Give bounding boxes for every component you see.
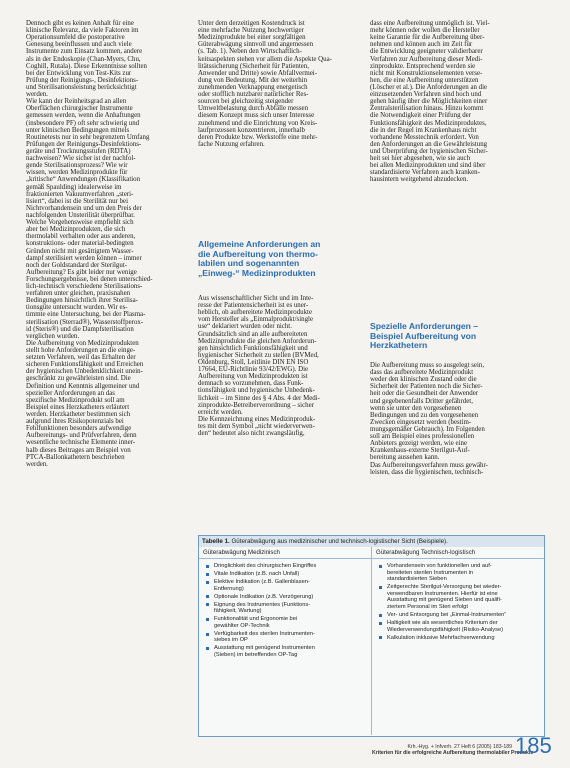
- body-text-line: noch der Goldstandard der Sterilgut-: [26, 261, 128, 269]
- body-text-line: deren Produkte bzw. Werkstoffe eine mehr-: [198, 133, 318, 141]
- body-text-line: spezifische Medizinprodukt soll am: [26, 396, 125, 404]
- body-text-line: aufgrund ihres Risikopotenzials bei: [26, 418, 124, 426]
- body-text-line: Dennoch gibt es keinen Anhalt für eine: [26, 20, 134, 27]
- body-text-line: zinprodukte-Betreiberverordnung – sicher: [198, 401, 314, 409]
- body-text-line: Verfahren zur Aufbereitung dieser Medi-: [370, 55, 483, 63]
- table-bullet-item: [378, 635, 540, 642]
- body-text-line: resse der Patientensicherheit ist es uner-: [198, 302, 309, 310]
- table-bullet-text: Funktionalität und Ergonomie bei: [214, 616, 298, 623]
- text-column-2-bottom: [198, 295, 362, 437]
- table-column-medizinisch: [199, 559, 371, 735]
- body-text-line: verfahren unter gleichen, praxisnahen: [26, 290, 131, 298]
- body-text-line: Anbieters gezeigt werden, wie eine: [370, 440, 468, 448]
- body-text-line: werden.: [26, 91, 49, 99]
- table-bullet-item: [205, 563, 367, 570]
- body-text-line: Aus wissenschaftlicher Sicht und im Inte-: [198, 295, 314, 302]
- body-text-line: spezieller Anforderungen an das: [26, 389, 115, 397]
- table-bullet-text: Dringlichkeit des chirurgischen Eingriffes: [214, 563, 317, 569]
- body-text-line: und gegebenenfalls Dritter gefährdet,: [370, 397, 473, 405]
- text-column-3-top: [370, 20, 534, 184]
- body-text-line: nachfolgenden Unsterilität überprüfbar.: [26, 211, 135, 219]
- body-text-line: heblich, ob aufbereitete Medizinprodukte: [198, 309, 313, 317]
- heading-line: „Einweg-“ Medizinprodukten: [198, 267, 316, 278]
- body-text-line: keitsaspekten stehen vor allem die Aspekte Qua-: [198, 55, 332, 63]
- body-text-line: heit oder die Gesundheit der Anwender: [370, 390, 479, 398]
- body-text-line: dung von Bedeutung. Mit der weiterhin: [198, 76, 308, 84]
- page-number: 185: [515, 733, 552, 758]
- body-text-line: Güterabwägung sinnvoll und angemessen: [198, 41, 314, 49]
- heading-line: labilen und sogenannten: [198, 258, 300, 269]
- body-text-line: Funktionsfähigkeit des Medizinproduktes,: [370, 119, 487, 127]
- table-bullet-text: Haltigkeit wie als wesentliches Kriterium der: [387, 619, 498, 626]
- table-bullet-text: verwendbaren Instrumenten. Hierfür ist eine: [387, 590, 498, 597]
- body-text-line: Sicherheit der Patienten noch die Sicher-: [370, 383, 483, 391]
- body-text-line: Prüfungen der Reinigungs-Desinfektions-: [26, 140, 142, 148]
- table-bullet-item: [205, 616, 367, 629]
- body-text-line: eine mehrfache Nutzung hochwertiger: [198, 27, 304, 35]
- body-text-line: 17664, EU-Richtlinie 93/42/EWG). Die: [198, 366, 309, 374]
- body-text-line: demnach so vorzunehmen, dass Funk-: [198, 380, 304, 388]
- body-text-line: die Entwicklung geeigneter validierbarer: [370, 48, 483, 56]
- body-text-line: lichkeit – im Sinne des § 4 Abs. 4 der Medi-: [198, 394, 320, 402]
- body-text-line: als in der Endoskopie (Chan-Myers, Chu,: [26, 55, 141, 63]
- body-text-line: tionsgüte untersucht wurden. Wir es-: [26, 304, 128, 312]
- body-text-line: halb dieses Beitrages am Beispiel von: [26, 446, 131, 454]
- body-text-line: Grundsätzlich sind an alle aufbereiteten: [198, 330, 308, 338]
- table-bullet-item: [205, 579, 367, 592]
- body-text-line: Unter dem derzeitigen Kostendruck ist: [198, 20, 305, 27]
- body-text-line: lich-technisch verschiedene Sterilisations-: [26, 283, 143, 291]
- table-bullet-text: Ausstattung mit genügend Instrumenten: [214, 645, 315, 652]
- body-text-line: mehr können oder wollen die Hersteller: [370, 27, 480, 35]
- body-text-line: Oberflächen chirurgischer Instrumente: [26, 105, 133, 113]
- table-bullet-item: [205, 571, 367, 578]
- table-bullet-text: Elektive Indikation (z.B. Gallenblasen-: [214, 578, 310, 585]
- body-text-line: dass eine Aufbereitung unmöglich ist. Viel-: [370, 20, 490, 27]
- table-bullet-text: fähigkeit, Wartung): [214, 608, 262, 615]
- table-bullet-item: [378, 584, 540, 610]
- body-text-line: vom Hersteller als „Einmalprodukt/single: [198, 316, 314, 324]
- body-text-line: bereitung aussehen kann.: [370, 454, 440, 462]
- body-text-line: oder stofflich nutzbarer natürlicher Res-: [198, 91, 309, 99]
- body-text-line: dass das aufbereitete Medizinprodukt: [370, 369, 474, 377]
- body-text-line: fraktionierten Vakuumverfahren „steri-: [26, 190, 134, 198]
- body-text-line: use“ deklariert wurden oder nicht.: [198, 323, 292, 331]
- body-text-line: (Löscher et al.). Die Anforderungen an die: [370, 83, 488, 91]
- body-text-line: Gründen nicht mit gesättigtem Wasser-: [26, 247, 134, 255]
- body-text-line: wesentliche technische Elemente inner-: [26, 439, 136, 447]
- body-text-line: Aufbereitung? Es gibt leider nur wenige: [26, 268, 137, 276]
- body-text-line: wissen, werden Medizinprodukte für: [26, 169, 128, 177]
- table-bullet-text: Optionale Indikation (z.B. Verzögerung): [214, 593, 314, 600]
- body-text-line: thermolabil verhalten oder aus anderen,: [26, 233, 136, 241]
- body-text-line: werden.: [26, 460, 49, 468]
- body-text-line: Die Kennzeichnung eines Medizinproduk-: [198, 415, 316, 423]
- body-text-line: Beispiel eines Herzkatheters erläutert: [26, 403, 130, 411]
- table-bullet-text: Zeitgerechte Sterilgut-Versorgung bei wieder-: [387, 584, 502, 591]
- table-column-technisch: [371, 559, 544, 735]
- body-text-line: den“ bedeutet also nicht zwangsläufig,: [198, 430, 305, 438]
- body-text-line: Routinetests nur in sehr begrenztem Umfang: [26, 133, 150, 141]
- body-text-line: die in der Regel im Krankenhaus nicht: [370, 126, 477, 134]
- body-text-line: sicheren Funktionsfähigkeit und Erreichen: [26, 361, 144, 369]
- body-text-line: klinische Relevanz, da viele Faktoren im: [26, 27, 139, 35]
- body-text-line: standardisierte Verfahren auch kranken-: [370, 169, 480, 177]
- body-text-line: stellt hohe Anforderungen an die einge-: [26, 347, 136, 355]
- body-text-line: Coghill, Rutala). Diese Erkenntnisse sollten: [26, 62, 147, 70]
- body-text-line: keine Garantie für die Aufbereitung über-: [370, 34, 485, 42]
- table-bullet-text: Vorhandensein von funktionellen und auf-: [387, 563, 492, 569]
- body-text-line: mungsgemäßer Gebrauch). Im Folgenden: [370, 425, 485, 433]
- body-text-line: den Anforderungen an die Gewährleistung: [370, 140, 488, 148]
- body-text-line: Umweltbelastung durch Abfälle messen: [198, 105, 309, 113]
- body-text-line: Zwecken eingesetzt werden (bestim-: [370, 418, 472, 426]
- table-bullet-text: Entfernung): [214, 585, 244, 592]
- table-caption-text: Güterabwägung aus medizinischer und technisch-logistischer Sicht (Beispiele).: [229, 538, 448, 545]
- table-bullet-item: [205, 602, 367, 615]
- body-text-line: nehmen und können auch im Zeit für: [370, 41, 473, 49]
- body-text-line: bei der Entwicklung von Test-Kits zur: [26, 69, 132, 77]
- body-text-line: Das Aufbereitungsverfahren muss gewähr-: [370, 461, 488, 469]
- heading-line: Beispiel Aufbereitung von: [370, 330, 477, 341]
- body-text-line: gemäß Spaulding) idealerweise im: [26, 183, 122, 191]
- body-text-line: fache Nutzung erfahren.: [198, 140, 265, 148]
- table-bullet-text: Ver- und Entsorgung bei „Einmal-Instrumenten“: [387, 611, 507, 618]
- body-text-line: Definition und Kenntnis allgemeiner und: [26, 382, 140, 390]
- body-text-line: geschränkt zu gewährleisten sind. Die: [26, 375, 131, 383]
- body-text-line: litätssicherung (Sicherheit für Patienten,: [198, 62, 309, 70]
- text-column-1: [26, 20, 190, 468]
- body-text-line: „kritische“ Anwendungen (Klassifikation: [26, 176, 141, 184]
- body-text-line: werden. Herzkatheter bestimmen sich: [26, 411, 131, 419]
- body-text-line: tes mit dem Symbol „nicht wiederverwen-: [198, 422, 315, 430]
- body-text-line: Aufbereitungs- und Prüfverfahren, denn: [26, 432, 137, 440]
- body-text-line: gende Sterilisationsprozess? Wie wir: [26, 162, 128, 170]
- body-text-line: gemessen werden, wenn die Anhaftungen: [26, 112, 141, 120]
- body-text-line: Welche Vorgehensweise empfiehlt sich: [26, 219, 134, 227]
- body-text-line: Die Aufbereitung muss so ausgelegt sein,: [370, 362, 485, 369]
- body-text-line: id (Steris®) und die Dampfsterilisation: [26, 325, 134, 333]
- heading-line: die Aufbereitung von thermo-: [198, 248, 318, 259]
- table-bullet-item: [378, 620, 540, 633]
- body-text-line: nachweisen? Wie sicher ist der nachfol-: [26, 155, 136, 163]
- running-footer: [372, 744, 534, 757]
- table-header-row: [199, 547, 544, 559]
- body-text-line: setzten Verfahren, weil das Erhalten der: [26, 354, 136, 362]
- body-text-line: Bedingungen hinsichtlich ihrer Sterilisa-: [26, 297, 138, 305]
- heading-line: Allgemeine Anforderungen an: [198, 239, 321, 249]
- body-text-line: geräte und Trocknungsstufen (RDTA): [26, 147, 131, 155]
- text-column-3-bottom: [370, 362, 534, 476]
- section-heading-allgemeine-anforderungen: [198, 240, 366, 278]
- body-text-line: der hygienischen Unbedenklichkeit unein-: [26, 368, 143, 376]
- body-text-line: Medizinprodukte die gleichen Anforderun-: [198, 337, 317, 345]
- body-text-line: Bedingungen und zu den vorgesehenen: [370, 411, 479, 419]
- body-text-line: zunehmend und die Einrichtung von Kreis-: [198, 119, 318, 127]
- table-bullet-text: siebes im OP: [214, 637, 248, 644]
- heading-line: Spezielle Anforderungen –: [370, 321, 479, 331]
- table-header-medizinisch: Güterabwägung Medizinisch: [203, 549, 280, 556]
- table-bullet-text: Kalkulation inklusive Mehrfachverwendung: [387, 634, 495, 641]
- body-text-line: diesem Konzept muss sich unser Interesse: [198, 112, 315, 120]
- table-bullet-item: [378, 563, 540, 583]
- body-text-line: Fehlfunktionen besonders aufwendige: [26, 425, 132, 433]
- body-text-line: gehen häufig über die Möglichkeiten einer: [370, 98, 488, 106]
- body-text-line: Wie kann der Reinheitsgrad an allen: [26, 98, 127, 106]
- body-text-line: laufprozessen konzentrieren, innerhalb: [198, 126, 305, 134]
- body-text-line: konstruktions- oder material-bedingten: [26, 240, 134, 248]
- table-bullet-item: [205, 645, 367, 658]
- body-text-line: (s. Tab. 1). Neben den Wirtschaftlich-: [198, 48, 302, 56]
- body-text-line: Forschungsergebnisse, bei denen unterschied-: [26, 275, 153, 283]
- body-text-line: weder den klinischen Zustand oder die: [370, 376, 477, 384]
- table-bullet-item: [378, 612, 540, 619]
- table-bullet-text: bereiteten sterilen Instrumenten in: [387, 569, 473, 576]
- table-bullet-text: Eignung des Instrumentes (Funktions-: [214, 601, 311, 608]
- body-text-line: erreicht werden.: [198, 408, 243, 416]
- table-caption: [199, 536, 544, 547]
- body-text-line: gen hinsichtlich Funktionsfähigkeit und: [198, 344, 308, 352]
- body-text-line: Instrumente zum Einsatz kommen, andere: [26, 48, 143, 56]
- body-text-line: Oldenburg, Stoll, Leitlinie DIN EN ISO: [198, 358, 309, 366]
- body-text-line: einzusetzenden Verfahren sind hoch und: [370, 91, 482, 99]
- body-text-line: soll am Beispiel eines professionellen: [370, 433, 475, 441]
- body-text-line: die Notwendigkeit einer Prüfung der: [370, 112, 472, 120]
- table-bullet-text: standardisierten Sieben: [387, 576, 447, 583]
- body-text-line: Anwender und Dritte) sowie Abfallvermei-: [198, 69, 318, 77]
- table-bullet-text: ziertem Personal im Steri erfolgt: [387, 603, 468, 610]
- table-bullet-text: gewählter OP-Technik: [214, 622, 270, 629]
- body-text-line: Nichtvorhandensein und um den Preis der: [26, 204, 142, 212]
- body-text-line: Operationsumfeld die postoperative: [26, 34, 125, 42]
- body-text-line: Die Aufbereitung von Medizinprodukten: [26, 339, 139, 347]
- body-text-line: Medizinprodukte bei einer sorgfältigen: [198, 34, 306, 42]
- body-text-line: sterilisation (Sterrad®), Wasserstoffperox-: [26, 318, 144, 326]
- body-text-line: timmte eine Untersuchung, bei der Plasma-: [26, 311, 146, 319]
- body-text-line: hygienischer Sicherheit zu stellen (BVMed,: [198, 351, 319, 359]
- body-text-line: zunehmenden Verknappung energetisch: [198, 83, 308, 91]
- body-text-line: PTCA-Ballonkathetern beschrieben: [26, 453, 125, 461]
- table-1-gueterabwaegung: [198, 535, 545, 737]
- body-text-line: zinprodukte. Entsprechend werden sie: [370, 62, 476, 70]
- heading-line: Herzkathetern: [370, 340, 428, 351]
- text-column-2-top: [198, 20, 362, 148]
- table-bullet-text: Verfügbarkeit des sterilen Instrumenten-: [214, 630, 315, 637]
- body-text-line: (insbesondere PF) oft sehr schwierig und: [26, 119, 140, 127]
- body-text-line: hen, die eine Aufbereitung unterstützen: [370, 76, 479, 84]
- table-bullet-text: Ausstattung mit genügend Sieben und qualifi-: [387, 597, 502, 604]
- body-text-line: Krankenhaus-externe Sterilgut-Auf-: [370, 447, 470, 455]
- body-text-line: dampf sterilisiert werden können – immer: [26, 254, 142, 262]
- table-body: [199, 559, 544, 735]
- body-text-line: verglichen wurden.: [26, 332, 80, 340]
- body-text-line: unter klinischen Bedingungen mittels: [26, 126, 130, 134]
- body-text-line: Genesung beeinflussen und auch viele: [26, 41, 132, 49]
- body-text-line: Zentralsterilisation hinaus. Hinzu kommt: [370, 105, 484, 113]
- body-text-line: heit sei hier abgesehen, wie sie auch: [370, 155, 471, 163]
- body-text-line: bei allen Medizinprodukten und sind über: [370, 162, 486, 170]
- table-caption-label: Tabelle 1.: [202, 538, 230, 545]
- body-text-line: tionsfähigkeit und hygienische Unbedenk-: [198, 387, 315, 395]
- body-text-line: aber bei Medizinprodukten, die sich: [26, 226, 126, 234]
- body-text-line: hausintern weitgehend abzudecken.: [370, 176, 469, 184]
- table-bullet-text: Wiederverwendungsfähigkeit (Risiko-Analyse): [387, 626, 504, 633]
- table-bullet-text: Vitale Indikation (z.B. nach Unfall): [214, 570, 300, 577]
- body-text-line: vorhandene Messtechnik erfordert. Von: [370, 133, 479, 141]
- body-text-line: Aufbereitung von Medizinprodukten ist: [198, 373, 308, 381]
- table-bullet-item: [205, 594, 367, 601]
- body-text-line: lisiert“, dabei ist die Sterilität nur bei: [26, 197, 128, 205]
- footer-article-title: Kriterien für die erfolgreiche Aufbereitung thermolabiler Produkte: [372, 750, 534, 757]
- body-text-line: wenn sie unter den vorgesehenen: [370, 404, 462, 412]
- body-text-line: nicht mit Konstruktionselementen verse-: [370, 69, 483, 77]
- body-text-line: sourcen bei gleichzeitig steigender: [198, 98, 294, 106]
- body-text-line: leisten, dass die hygienischen, technisch-: [370, 468, 484, 476]
- table-bullet-text: (Sieben) im betreffenden OP-Tag: [214, 651, 298, 658]
- body-text-line: und Sterilisationsleistung berücksichtigt: [26, 83, 137, 91]
- body-text-line: und Überprüfung der hygienischen Sicher-: [370, 147, 488, 155]
- body-text-line: Prüfung der Reinigungs-, Desinfektions-: [26, 76, 139, 84]
- section-heading-spezielle-anforderungen: [370, 322, 538, 351]
- table-bullet-item: [205, 631, 367, 644]
- table-header-technisch: Güterabwägung Technisch-logistisch: [371, 547, 544, 558]
- footer-citation: Krh.-Hyg. + Infverh. 27 Heft 6 (2005) 183-189: [407, 744, 512, 750]
